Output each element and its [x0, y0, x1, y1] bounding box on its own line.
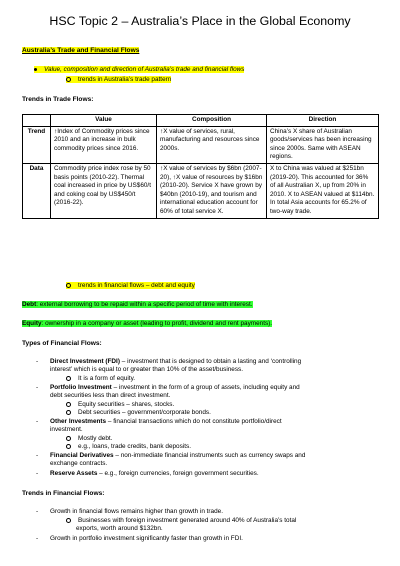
bullet-circle-icon — [66, 518, 71, 523]
table-header-value: Value — [51, 115, 157, 127]
cell-trend-direction: China’s X share of Australian goods/services has been increasing since 2000s. Same with ASEAN regions. — [267, 126, 379, 163]
other-line-2: investment. — [50, 426, 83, 433]
dash-bullet-icon: - — [36, 508, 39, 515]
derivatives-line-1: Financial Derivatives – non-immediate financial instruments such as currency swaps and — [50, 452, 306, 459]
heading-trends-trade: Trends in Trade Flows: — [22, 96, 94, 103]
other-sub-2: e.g., loans, trade credits, bank deposits. — [66, 443, 191, 452]
cell-data-value: Commodity price index rose by 50 basis points (2010-22). Thermal coal increased in price by US$60/t and coking coal by US$450/t (2016-22). — [51, 163, 157, 218]
bullet-circle-icon — [66, 77, 71, 82]
bullet-value-composition: Value, composition and direction of Australia’s trade and financial flows — [34, 66, 244, 73]
reserve-line: Reserve Assets – e.g., foreign currencies, foreign government securities. — [50, 470, 259, 477]
table-row — [23, 126, 379, 163]
row-label-data: Data — [23, 163, 51, 218]
bullet-circle-icon — [66, 410, 71, 415]
bullet-circle-icon — [66, 436, 71, 441]
table-header-composition: Composition — [157, 115, 267, 127]
portfolio-line-1: Portfolio Investment – investment in the form of a group of assets, including equity and — [50, 384, 300, 391]
dash-bullet-icon: - — [36, 535, 39, 542]
equity-definition: Equity: ownership in a company or asset (leading to profit, dividend and rent payments). — [22, 320, 273, 327]
fdi-line-1: Direct Investment (FDI) – investment that is designed to obtain a lasting and ‘controlling — [50, 358, 302, 365]
portfolio-line-2: debt securities less than direct investment. — [50, 392, 171, 399]
section-heading-trade-financial: Australia’s Trade and Financial Flows — [22, 47, 140, 54]
page-title: HSC Topic 2 – Australia’s Place in the Global Economy — [49, 14, 351, 28]
bullet-circle-icon — [66, 402, 71, 407]
fin-trend-item-2: Growth in portfolio investment significantly faster than growth in FDI. — [50, 535, 243, 542]
fin-trend-sub-1: Businesses with foreign investment generated around 40% of Australia’s total — [66, 517, 296, 526]
trade-trends-table — [22, 114, 379, 219]
dash-bullet-icon: - — [36, 452, 39, 459]
portfolio-sub-2: Debt securities – government/corporate bonds. — [66, 409, 211, 418]
cell-data-composition: ↑X value of services by $6bn (2007-20), ↑X value of resources by $16bn (2010-20). Service X have grown by $40bn (2010-19), and tourism and international education account for 60% of total service X. — [157, 163, 267, 218]
fdi-line-2: interest’ which is equal to or greater than 10% of the asset/business. — [50, 366, 244, 373]
fin-trend-item-1: Growth in financial flows remains higher than growth in trade. — [50, 508, 223, 515]
sub-bullet-trade-pattern: trends in Australia’s trade pattern — [66, 76, 171, 83]
table-header-direction: Direction — [267, 115, 379, 127]
sub-bullet-financial-flows: trends in financial flows – debt and equity — [66, 282, 195, 289]
debt-definition: Debt: external borrowing to be repaid within a specific period of time with interest. — [22, 301, 253, 308]
other-sub-1: Mostly debt. — [66, 435, 112, 444]
dash-bullet-icon: - — [36, 470, 39, 477]
dash-bullet-icon: - — [36, 358, 39, 365]
bullet-circle-icon — [66, 376, 71, 381]
row-label-trend: Trend — [23, 126, 51, 163]
heading-types-financial-flows: Types of Financial Flows: — [22, 340, 102, 347]
table-header-empty — [23, 115, 51, 127]
derivatives-line-2: exchange contracts. — [50, 460, 108, 467]
fdi-sub: It is a form of equity. — [66, 375, 135, 384]
cell-data-direction: X to China was valued at $251bn (2019-20). This accounted for 36% of all Australian X, up from 20% in 2010. X to ASEAN valued at $114bn. In total Asia accounts for 65.2% of two-way trade. — [267, 163, 379, 218]
other-line-1: Other Investments – financial transactions which do not constitute portfolio/direct — [50, 418, 282, 425]
dash-bullet-icon: - — [36, 418, 39, 425]
dash-bullet-icon: - — [36, 384, 39, 391]
fin-trend-sub-2: exports, worth around $132bn. — [76, 525, 163, 532]
table-row — [23, 163, 379, 218]
bullet-circle-icon — [66, 283, 71, 288]
bullet-dot-icon — [34, 68, 37, 71]
cell-trend-value: ↑Index of Commodity prices since 2010 and an increase in bulk commodity prices since 2016. — [51, 126, 157, 163]
portfolio-sub-1: Equity securities – shares, stocks. — [66, 401, 174, 410]
table-header-row — [23, 115, 379, 127]
bullet-circle-icon — [66, 444, 71, 449]
heading-trends-financial-flows: Trends in Financial Flows: — [22, 490, 105, 497]
cell-trend-composition: ↑X value of services, rural, manufacturing and resources since 2000s. — [157, 126, 267, 163]
